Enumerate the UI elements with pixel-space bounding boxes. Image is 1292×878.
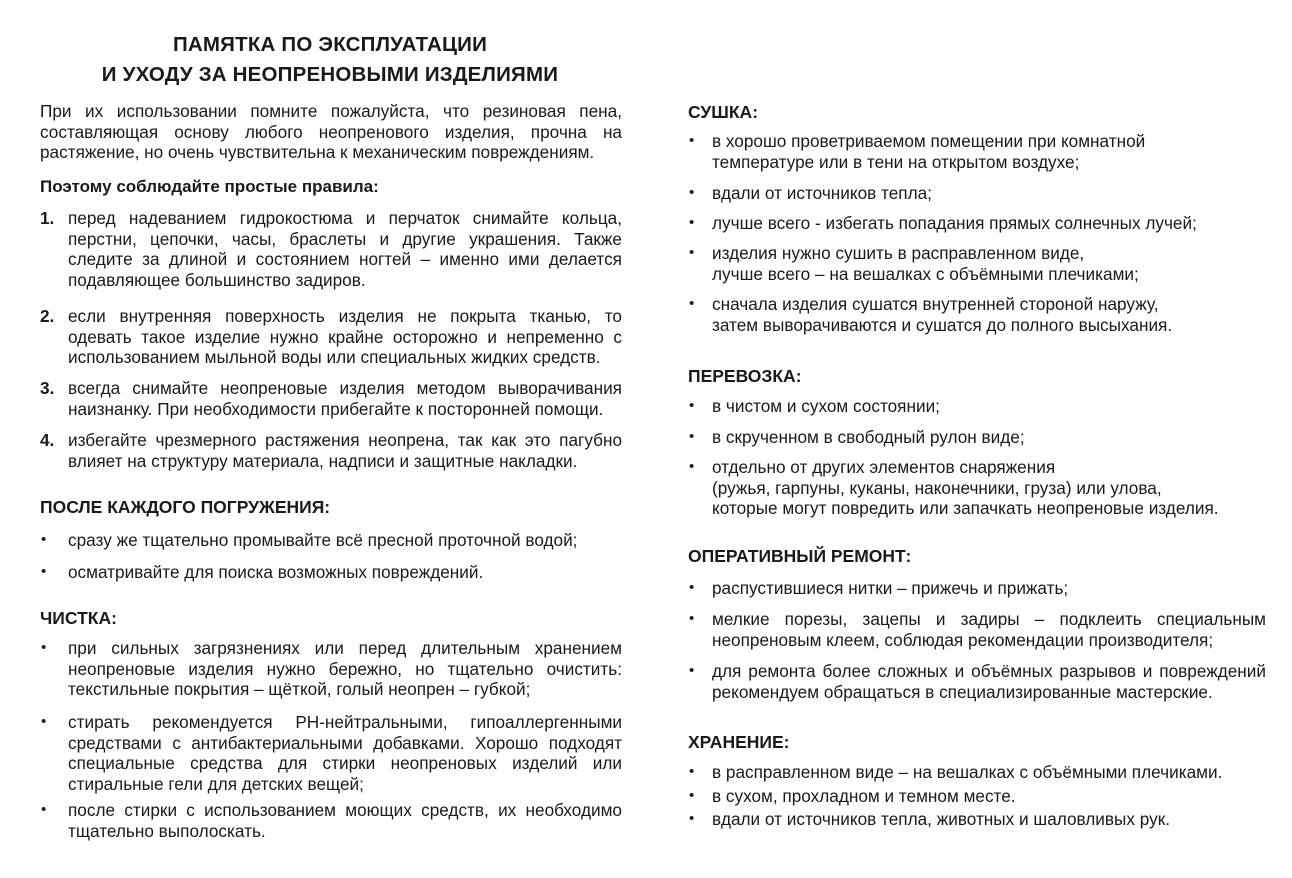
bullet-icon: • <box>41 531 47 548</box>
storage-heading: ХРАНЕНИЕ: <box>688 732 790 752</box>
bullet-icon: • <box>689 662 695 679</box>
list-item <box>40 800 622 841</box>
rule-item <box>40 208 622 290</box>
after-dive-heading: ПОСЛЕ КАЖДОГО ПОГРУЖЕНИЯ: <box>40 497 331 517</box>
list-item <box>688 396 1266 417</box>
rule-number: 4. <box>40 430 55 450</box>
bullet-icon: • <box>689 428 695 445</box>
cleaning-heading: ЧИСТКА: <box>40 608 117 628</box>
rule-item <box>40 306 622 368</box>
bullet-icon: • <box>689 458 695 475</box>
list-item <box>688 786 1266 807</box>
bullet-icon: • <box>689 810 695 827</box>
bullet-icon: • <box>41 639 47 656</box>
bullet-icon: • <box>689 295 695 312</box>
bullet-icon: • <box>41 563 47 580</box>
list-item-text: изделия нужно сушить в расправленном виде, лучше всего – на вешалках с объёмными плечиками; <box>712 243 1139 284</box>
rule-number: 3. <box>40 378 55 398</box>
bullet-icon: • <box>689 184 695 201</box>
rule-number: 1. <box>40 208 55 228</box>
rule-item <box>40 378 622 419</box>
list-item-text: сначала изделия сушатся внутренней стороной наружу, затем выворачиваются и сушатся до полного высыхания. <box>712 294 1173 335</box>
title-line-1: ПАМЯТКА ПО ЭКСПЛУАТАЦИИ <box>172 33 488 56</box>
list-item <box>40 530 622 551</box>
bullet-icon: • <box>689 214 695 231</box>
list-item-text: после стирки с использованием моющих средств, их необходимо тщательно выполоскать. <box>68 800 622 841</box>
list-item-text: в хорошо проветриваемом помещении при комнатной температуре или в тени на открытом воздухе; <box>712 131 1146 172</box>
list-item-text: мелкие порезы, зацепы и задиры – подклеить специальным неопреновым клеем, соблюдая рекомендации производителя; <box>712 609 1266 650</box>
list-item <box>688 427 1266 448</box>
list-item-text: в скрученном в свободный рулон виде; <box>712 427 1025 447</box>
list-item-text: для ремонта более сложных и объёмных разрывов и повреждений рекомендуем обращаться в специализированные мастерские. <box>712 661 1266 702</box>
list-item <box>688 809 1266 830</box>
list-item <box>688 294 1266 335</box>
document-title <box>40 30 620 90</box>
bullet-icon: • <box>689 579 695 596</box>
drying-heading: СУШКА: <box>688 102 759 122</box>
repair-heading: ОПЕРАТИВНЫЙ РЕМОНТ: <box>688 546 912 566</box>
list-item <box>688 578 1266 599</box>
list-item <box>40 712 622 794</box>
list-item <box>688 457 1266 519</box>
bullet-icon: • <box>689 610 695 627</box>
rule-text: всегда снимайте неопреновые изделия методом выворачивания наизнанку. При необходимости прибегайте к посторонней помощи. <box>68 378 622 419</box>
list-item <box>688 243 1266 284</box>
bullet-icon: • <box>689 244 695 261</box>
list-item-text: в сухом, прохладном и темном месте. <box>712 786 1016 806</box>
list-item-text: вдали от источников тепла, животных и шаловливых рук. <box>712 809 1171 829</box>
list-item-text: при сильных загрязнениях или перед длительным хранением неопреновые изделия нужно бережно, но тщательно очистить: текстильные покрытия – щёткой, голый неопрен – губкой; <box>68 638 622 699</box>
list-item <box>688 609 1266 650</box>
bullet-icon: • <box>689 397 695 414</box>
rule-text: перед надеванием гидрокостюма и перчаток снимайте кольца, перстни, цепочки, часы, браслеты и другие украшения. Также следите за длиной и состоянием ногтей – именно ими делается подавляющее большинство задиров. <box>68 208 622 290</box>
list-item <box>40 562 622 583</box>
list-item <box>688 131 1266 172</box>
list-item-text: сразу же тщательно промывайте всё пресной проточной водой; <box>68 530 578 550</box>
list-item <box>688 213 1266 234</box>
list-item-text: осматривайте для поиска возможных повреждений. <box>68 562 484 582</box>
list-item <box>688 661 1266 702</box>
list-item-text: в чистом и сухом состоянии; <box>712 396 940 416</box>
rule-item <box>40 430 622 471</box>
list-item-text: вдали от источников тепла; <box>712 183 932 203</box>
bullet-icon: • <box>689 763 695 780</box>
list-item-text: отдельно от других элементов снаряжения (ружья, гарпуны, куканы, наконечники, груза) или улова, которые могут повредить или запачкать неопреновые изделия. <box>712 457 1219 518</box>
rule-text: избегайте чрезмерного растяжения неопрена, так как это пагубно влияет на структуру материала, надписи и защитные накладки. <box>68 430 622 471</box>
intro-paragraph: При их использовании помните пожалуйста, что резиновая пена, составляющая основу любого неопренового изделия, прочна на растяжение, но очень чувствительна к механическим повреждениям. <box>40 101 622 162</box>
bullet-icon: • <box>689 787 695 804</box>
list-item-text: лучше всего - избегать попадания прямых солнечных лучей; <box>712 213 1197 233</box>
list-item <box>688 762 1266 783</box>
rule-text: если внутренняя поверхность изделия не покрыта тканью, то одевать такое изделие нужно крайне осторожно и непременно с использованием мыльной воды или специальных жидких средств. <box>68 306 622 367</box>
transport-heading: ПЕРЕВОЗКА: <box>688 366 802 386</box>
list-item <box>40 638 622 700</box>
rules-heading: Поэтому соблюдайте простые правила: <box>40 177 379 196</box>
title-line-2: И УХОДУ ЗА НЕОПРЕНОВЫМИ ИЗДЕЛИЯМИ <box>101 63 559 86</box>
rule-number: 2. <box>40 306 55 326</box>
bullet-icon: • <box>41 801 47 818</box>
list-item <box>688 183 1266 204</box>
bullet-icon: • <box>689 132 695 149</box>
list-item-text: в расправленном виде – на вешалках с объёмными плечиками. <box>712 762 1223 782</box>
list-item-text: распустившиеся нитки – прижечь и прижать; <box>712 578 1069 598</box>
list-item-text: стирать рекомендуется PH-нейтральными, гипоаллергенными средствами с антибактериальными добавками. Хорошо подходят специальные средства для стирки неопреновых изделий или стиральные гели для детских вещей; <box>68 712 622 794</box>
bullet-icon: • <box>41 713 47 730</box>
